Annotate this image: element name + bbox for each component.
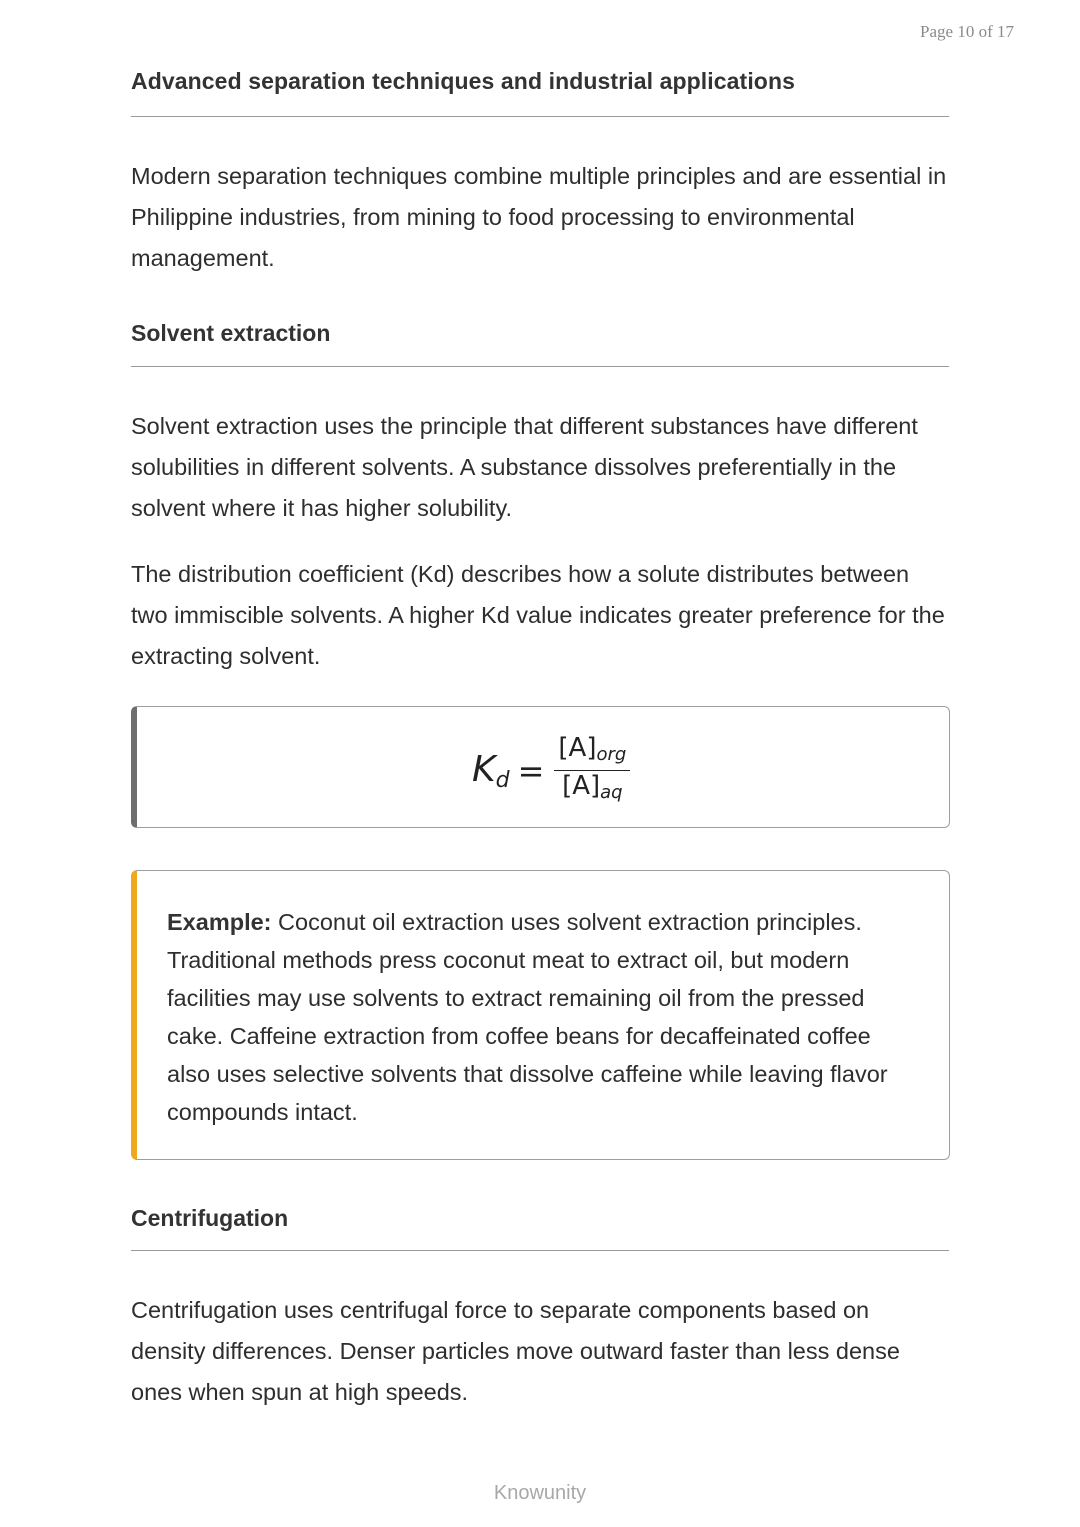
section-title-divider xyxy=(131,116,949,117)
solvent-extraction-heading: Solvent extraction xyxy=(131,320,331,346)
example-text xyxy=(167,903,907,1131)
formula-equals: = xyxy=(517,751,545,790)
formula-box xyxy=(131,706,950,828)
formula-fraction xyxy=(554,733,630,808)
solvent-extraction-paragraph-2: The distribution coefficient (Kd) describes how a solute distributes between two immiscible solvents. A higher Kd value indicates greater preference for the extracting solvent. xyxy=(131,561,945,669)
footer-brand-watermark: Knowunity xyxy=(493,1482,587,1504)
centrifugation-paragraph: Centrifugation uses centrifugal force to separate components based on density differences. Denser particles move outward faster than less dense ones when spun at high speeds. xyxy=(131,1297,900,1405)
solvent-extraction-paragraph-1: Solvent extraction uses the principle that different substances have different solubilities in different solvents. A substance dissolves preferentially in the solvent where it has higher solubility. xyxy=(131,413,918,521)
example-label: Example: xyxy=(167,909,272,935)
formula-lhs: $K_d$ xyxy=(472,748,510,793)
solvent-extraction-divider xyxy=(131,366,949,367)
centrifugation-heading: Centrifugation xyxy=(131,1205,289,1231)
centrifugation-divider xyxy=(131,1250,949,1251)
page-number: Page 10 of 17 xyxy=(920,22,1014,41)
example-body: Coconut oil extraction uses solvent extraction principles. Traditional methods press coconut meat to extract oil, but modern facilities may use solvents to extract remaining oil from the pressed cake. Caffeine extraction from coffee beans for decaffeinated coffee also uses selective solvents that dissolve caffeine while leaving flavor compounds intact. xyxy=(167,909,888,1125)
distribution-coefficient-formula xyxy=(472,733,630,808)
formula-numerator: $[A]_{org}$ xyxy=(558,733,627,765)
intro-paragraph: Modern separation techniques combine multiple principles and are essential in Philippine industries, from mining to food processing to environmental management. xyxy=(131,163,947,271)
formula-denominator: $[A]_{aq}$ xyxy=(562,771,623,803)
example-callout xyxy=(131,870,950,1160)
section-title: Advanced separation techniques and industrial applications xyxy=(131,68,795,94)
